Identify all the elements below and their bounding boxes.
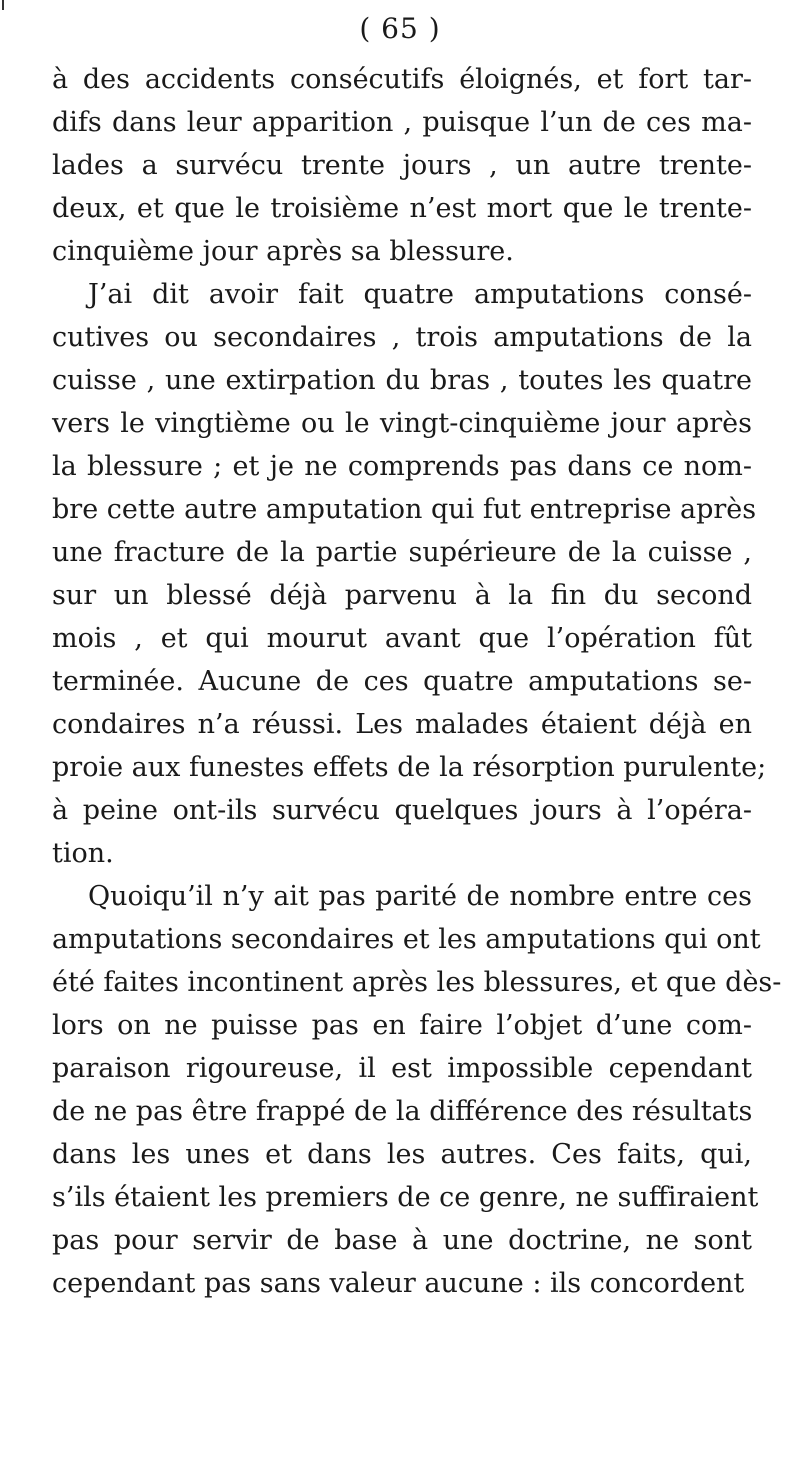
page-number: ( 65 ) [359, 12, 441, 45]
text-line: dans les unes et dans les autres. Ces faits, qui, [52, 1139, 752, 1170]
text-line: cutives ou secondaires , trois amputations de la [52, 322, 752, 353]
text-line: une fracture de la partie supérieure de la cuisse , [52, 537, 752, 568]
text-line: vers le vingtième ou le vingt-cinquième jour après [52, 408, 752, 439]
text-line: pas pour servir de base à une doctrine, ne sont [52, 1225, 752, 1256]
text-line: cependant pas sans valeur aucune : ils concordent [52, 1268, 745, 1299]
text-line: bre cette autre amputation qui fut entreprise après [52, 494, 757, 525]
text-line: cinquième jour après sa blessure. [52, 236, 514, 267]
text-line: condaires n’a réussi. Les malades étaient déjà en [52, 709, 752, 740]
body-text [52, 58, 782, 1305]
text-line: la blessure ; et je ne comprends pas dans ce nom- [52, 451, 752, 482]
text-line: difs dans leur apparition , puisque l’un de ces ma- [52, 107, 752, 138]
text-line: s’ils étaient les premiers de ce genre, ne suffiraient [52, 1182, 759, 1213]
text-line: à des accidents consécutifs éloignés, et fort tar- [52, 64, 752, 95]
text-line: amputations secondaires et les amputations qui ont [52, 924, 761, 955]
text-line: tion. [52, 838, 114, 869]
text-line: Quoiqu’il n’y ait pas parité de nombre entre ces [88, 881, 752, 912]
text-line: mois , et qui mourut avant que l’opération fût [52, 623, 752, 654]
text-line: lors on ne puisse pas en faire l’objet d’une com- [52, 1010, 752, 1041]
text-line: à peine ont-ils survécu quelques jours à l’opéra- [52, 795, 752, 826]
text-line: de ne pas être frappé de la différence des résultats [52, 1096, 753, 1127]
text-line: proie aux funestes effets de la résorption purulente; [52, 752, 767, 783]
text-line: paraison rigoureuse, il est impossible cependant [52, 1053, 752, 1084]
text-line: cuisse , une extirpation du bras , toutes les quatre [52, 365, 752, 396]
text-line: terminée. Aucune de ces quatre amputations se- [52, 666, 752, 697]
text-line: deux, et que le troisième n’est mort que le trente- [52, 193, 752, 224]
scan-mark [2, 0, 4, 10]
text-line: J’ai dit avoir fait quatre amputations consé- [88, 279, 752, 310]
text-line: sur un blessé déjà parvenu à la fin du second [52, 580, 752, 611]
text-line: lades a survécu trente jours , un autre trente- [52, 150, 752, 181]
text-line: été faites incontinent après les blessures, et que dès- [52, 967, 782, 998]
